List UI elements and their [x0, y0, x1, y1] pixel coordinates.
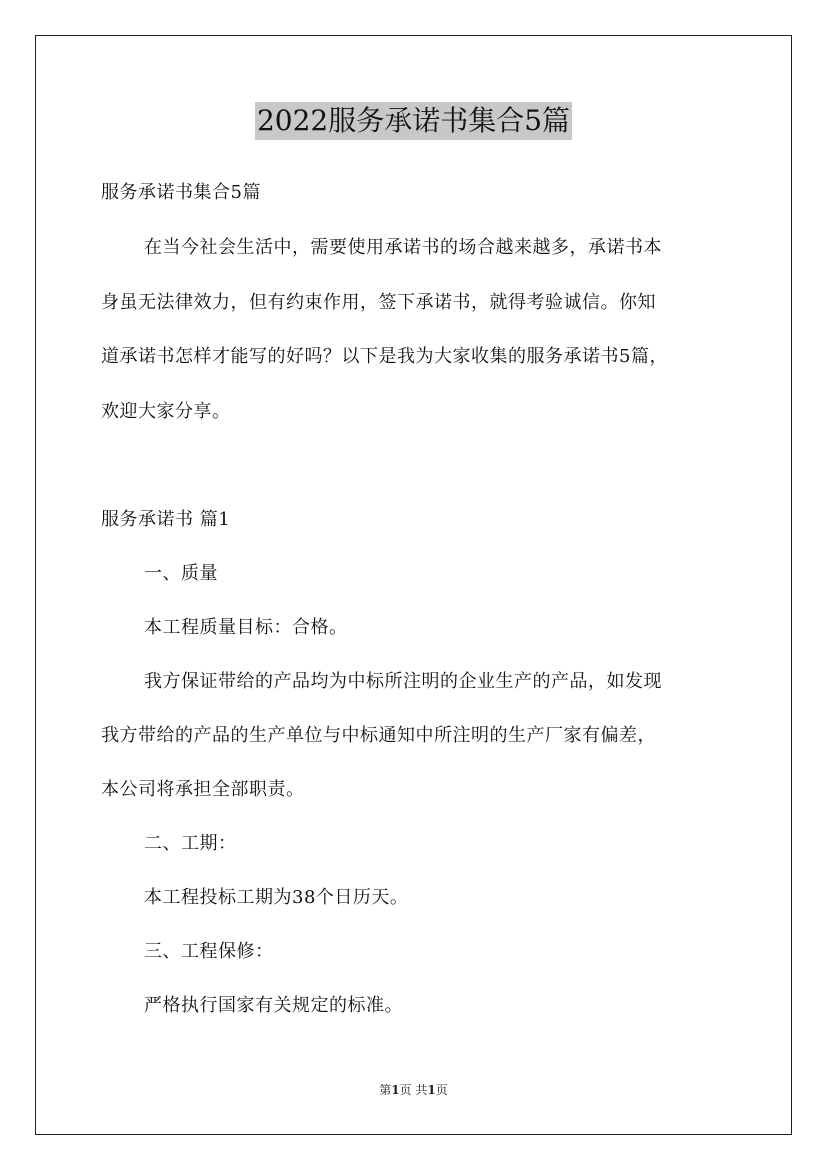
document-title: 2022服务承诺书集合5篇	[255, 102, 572, 140]
intro-line-2: 身虽无法律效力，但有约束作用，签下承诺书，就得考验诚信。你知	[101, 292, 656, 313]
schedule-heading: 二、工期：	[144, 833, 237, 854]
warranty-heading: 三、工程保修：	[144, 941, 274, 962]
schedule-text: 本工程投标工期为38个日历天。	[144, 887, 409, 908]
warranty-text: 严格执行国家有关规定的标准。	[144, 995, 403, 1016]
footer-page-number: 1	[391, 1083, 400, 1097]
quality-text-line-2: 我方带给的产品的生产单位与中标通知中所注明的生产厂家有偏差，	[101, 725, 656, 746]
footer-page-mid: 页 共	[399, 1083, 428, 1097]
quality-text-line-3: 本公司将承担全部职责。	[101, 779, 305, 800]
title-container	[0, 102, 827, 140]
footer-page-suffix: 页	[435, 1083, 448, 1097]
footer-page-prefix: 第	[379, 1083, 392, 1097]
quality-text-line-1: 我方保证带给的产品均为中标所注明的企业生产的产品，如发现	[144, 671, 662, 692]
document-subtitle: 服务承诺书集合5篇	[101, 182, 261, 203]
intro-line-3: 道承诺书怎样才能写的好吗？以下是我为大家收集的服务承诺书5篇，	[101, 346, 668, 367]
intro-line-4: 欢迎大家分享。	[101, 401, 231, 422]
page-footer	[0, 1082, 827, 1098]
footer-page-total: 1	[427, 1083, 436, 1097]
quality-heading: 一、质量	[144, 563, 218, 584]
intro-line-1: 在当今社会生活中，需要使用承诺书的场合越来越多，承诺书本	[144, 237, 662, 258]
quality-goal: 本工程质量目标：合格。	[144, 617, 348, 638]
section-heading: 服务承诺书 篇1	[101, 509, 231, 530]
